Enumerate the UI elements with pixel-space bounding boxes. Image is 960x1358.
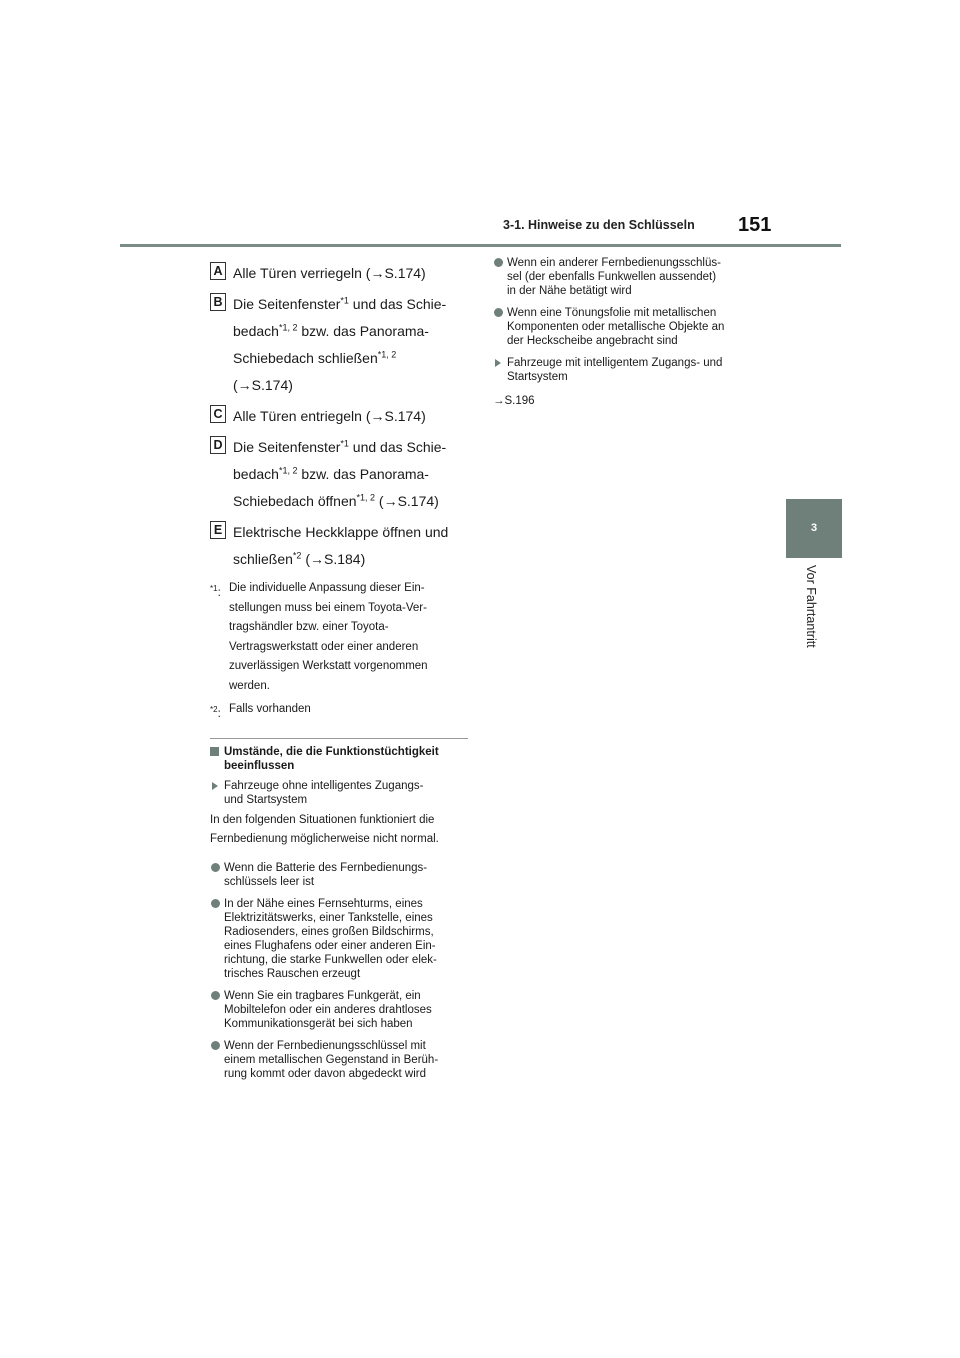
footnote-line: tragshändler bzw. einer Toyota- — [229, 621, 389, 633]
footnote-line: Falls vorhanden — [229, 703, 311, 715]
item-c — [210, 403, 472, 430]
footnote-1 — [210, 579, 472, 696]
footnote-line: werden. — [229, 679, 270, 692]
right-column — [493, 256, 755, 408]
section-divider — [210, 738, 468, 739]
letter-box-b: B — [210, 293, 226, 311]
page-reference-link[interactable]: →S.196 — [493, 395, 535, 407]
circle-bullet-icon — [211, 1041, 220, 1050]
header-section-title: 3-1. Hinweise zu den Schlüsseln — [503, 218, 695, 232]
item-b-line: (→S.174) — [233, 377, 293, 393]
chapter-tab[interactable]: 3 — [786, 499, 842, 558]
item-b — [210, 291, 472, 399]
circle-bullet-icon — [211, 991, 220, 1000]
item-a — [210, 260, 472, 287]
letter-box-d: D — [210, 436, 226, 454]
list-item: In der Nähe eines Fernsehturms, eines Elektrizitätswerks, einer Tankstelle, eines Radiosenders, eines großen Bildschirms, eines Flughafens oder einer anderen Ein- richtung, die starke Funkwellen oder elek- trisches Rauschen erzeugt — [210, 897, 472, 981]
circle-bullet-icon — [211, 899, 220, 908]
item-b-line: Die Seitenfenster$^{*1}$ und das Schie- — [233, 295, 447, 312]
left-column — [210, 260, 472, 1081]
item-d-line: Die Seitenfenster$^{*1}$ und das Schie- — [233, 438, 447, 455]
condition-item: Fahrzeuge mit intelligentem Zugangs- und Startsystem — [493, 356, 755, 384]
list-item: Wenn der Fernbedienungsschlüssel mit einem metallischen Gegenstand in Berüh- rung kommt oder davon abgedeckt wird — [210, 1039, 472, 1081]
body-paragraph: In den folgenden Situationen funktioniert die Fernbedienung möglicherweise nicht normal. — [210, 813, 439, 845]
condition-item: Fahrzeuge ohne intelligentes Zugangs- und Startsystem — [210, 779, 472, 807]
item-b-line: Schiebedach schließen$^{*1, 2}$ — [233, 349, 397, 366]
item-e — [210, 519, 472, 573]
footnote-2 — [210, 700, 472, 720]
footnote-line: Vertragswerkstatt oder einer anderen — [229, 640, 419, 653]
circle-bullet-icon — [494, 258, 503, 267]
circle-bullet-icon — [211, 863, 220, 872]
footnote-mark: $^{*2}$: — [210, 705, 221, 720]
chapter-title: Vor Fahrtantritt — [804, 565, 818, 648]
item-b-line: bedach$^{*1, 2}$ bzw. das Panorama- — [233, 322, 429, 339]
circle-bullet-icon — [494, 308, 503, 317]
list-item: Wenn eine Tönungsfolie mit metallischen Komponenten oder metallische Objekte an der Heckscheibe angebracht sind — [493, 306, 755, 348]
header-rule — [120, 244, 841, 247]
letter-box-e: E — [210, 521, 226, 539]
letter-box-a: A — [210, 262, 226, 280]
item-d-line: Schiebedach öffnen$^{*1, 2}$ (→S.174) — [233, 492, 439, 509]
square-bullet-icon — [210, 747, 219, 756]
item-a-text: Alle Türen verriegeln (→S.174) — [233, 265, 426, 281]
footnote-mark: $^{*1}$: — [210, 584, 221, 599]
section-heading: Umstände, die die Funktionstüchtigkeit beeinflussen — [210, 745, 472, 773]
footnote-line: zuverlässigen Werkstatt vorgenommen — [229, 660, 428, 672]
page-number: 151 — [738, 214, 772, 236]
triangle-bullet-icon — [495, 359, 501, 367]
item-d-line: bedach$^{*1, 2}$ bzw. das Panorama- — [233, 465, 429, 482]
footnote-line: stellungen muss bei einem Toyota-Ver- — [229, 601, 427, 614]
item-e-line: Elektrische Heckklappe öffnen und — [233, 524, 449, 540]
list-item: Wenn Sie ein tragbares Funkgerät, ein Mobiltelefon oder ein anderes drahtloses Kommunikationsgerät bei sich haben — [210, 989, 472, 1031]
list-item: Wenn ein anderer Fernbedienungsschlüs- sel (der ebenfalls Funkwellen aussendet) in der Nähe betätigt wird — [493, 256, 755, 298]
item-c-text: Alle Türen entriegeln (→S.174) — [233, 408, 426, 424]
list-item: Wenn die Batterie des Fernbedienungs- schlüssels leer ist — [210, 861, 472, 889]
triangle-bullet-icon — [212, 782, 218, 790]
item-d — [210, 434, 472, 515]
footnote-line: Die individuelle Anpassung dieser Ein- — [229, 582, 425, 594]
letter-box-c: C — [210, 405, 226, 423]
item-e-line: schließen$^{*2}$ (→S.184) — [233, 550, 366, 567]
